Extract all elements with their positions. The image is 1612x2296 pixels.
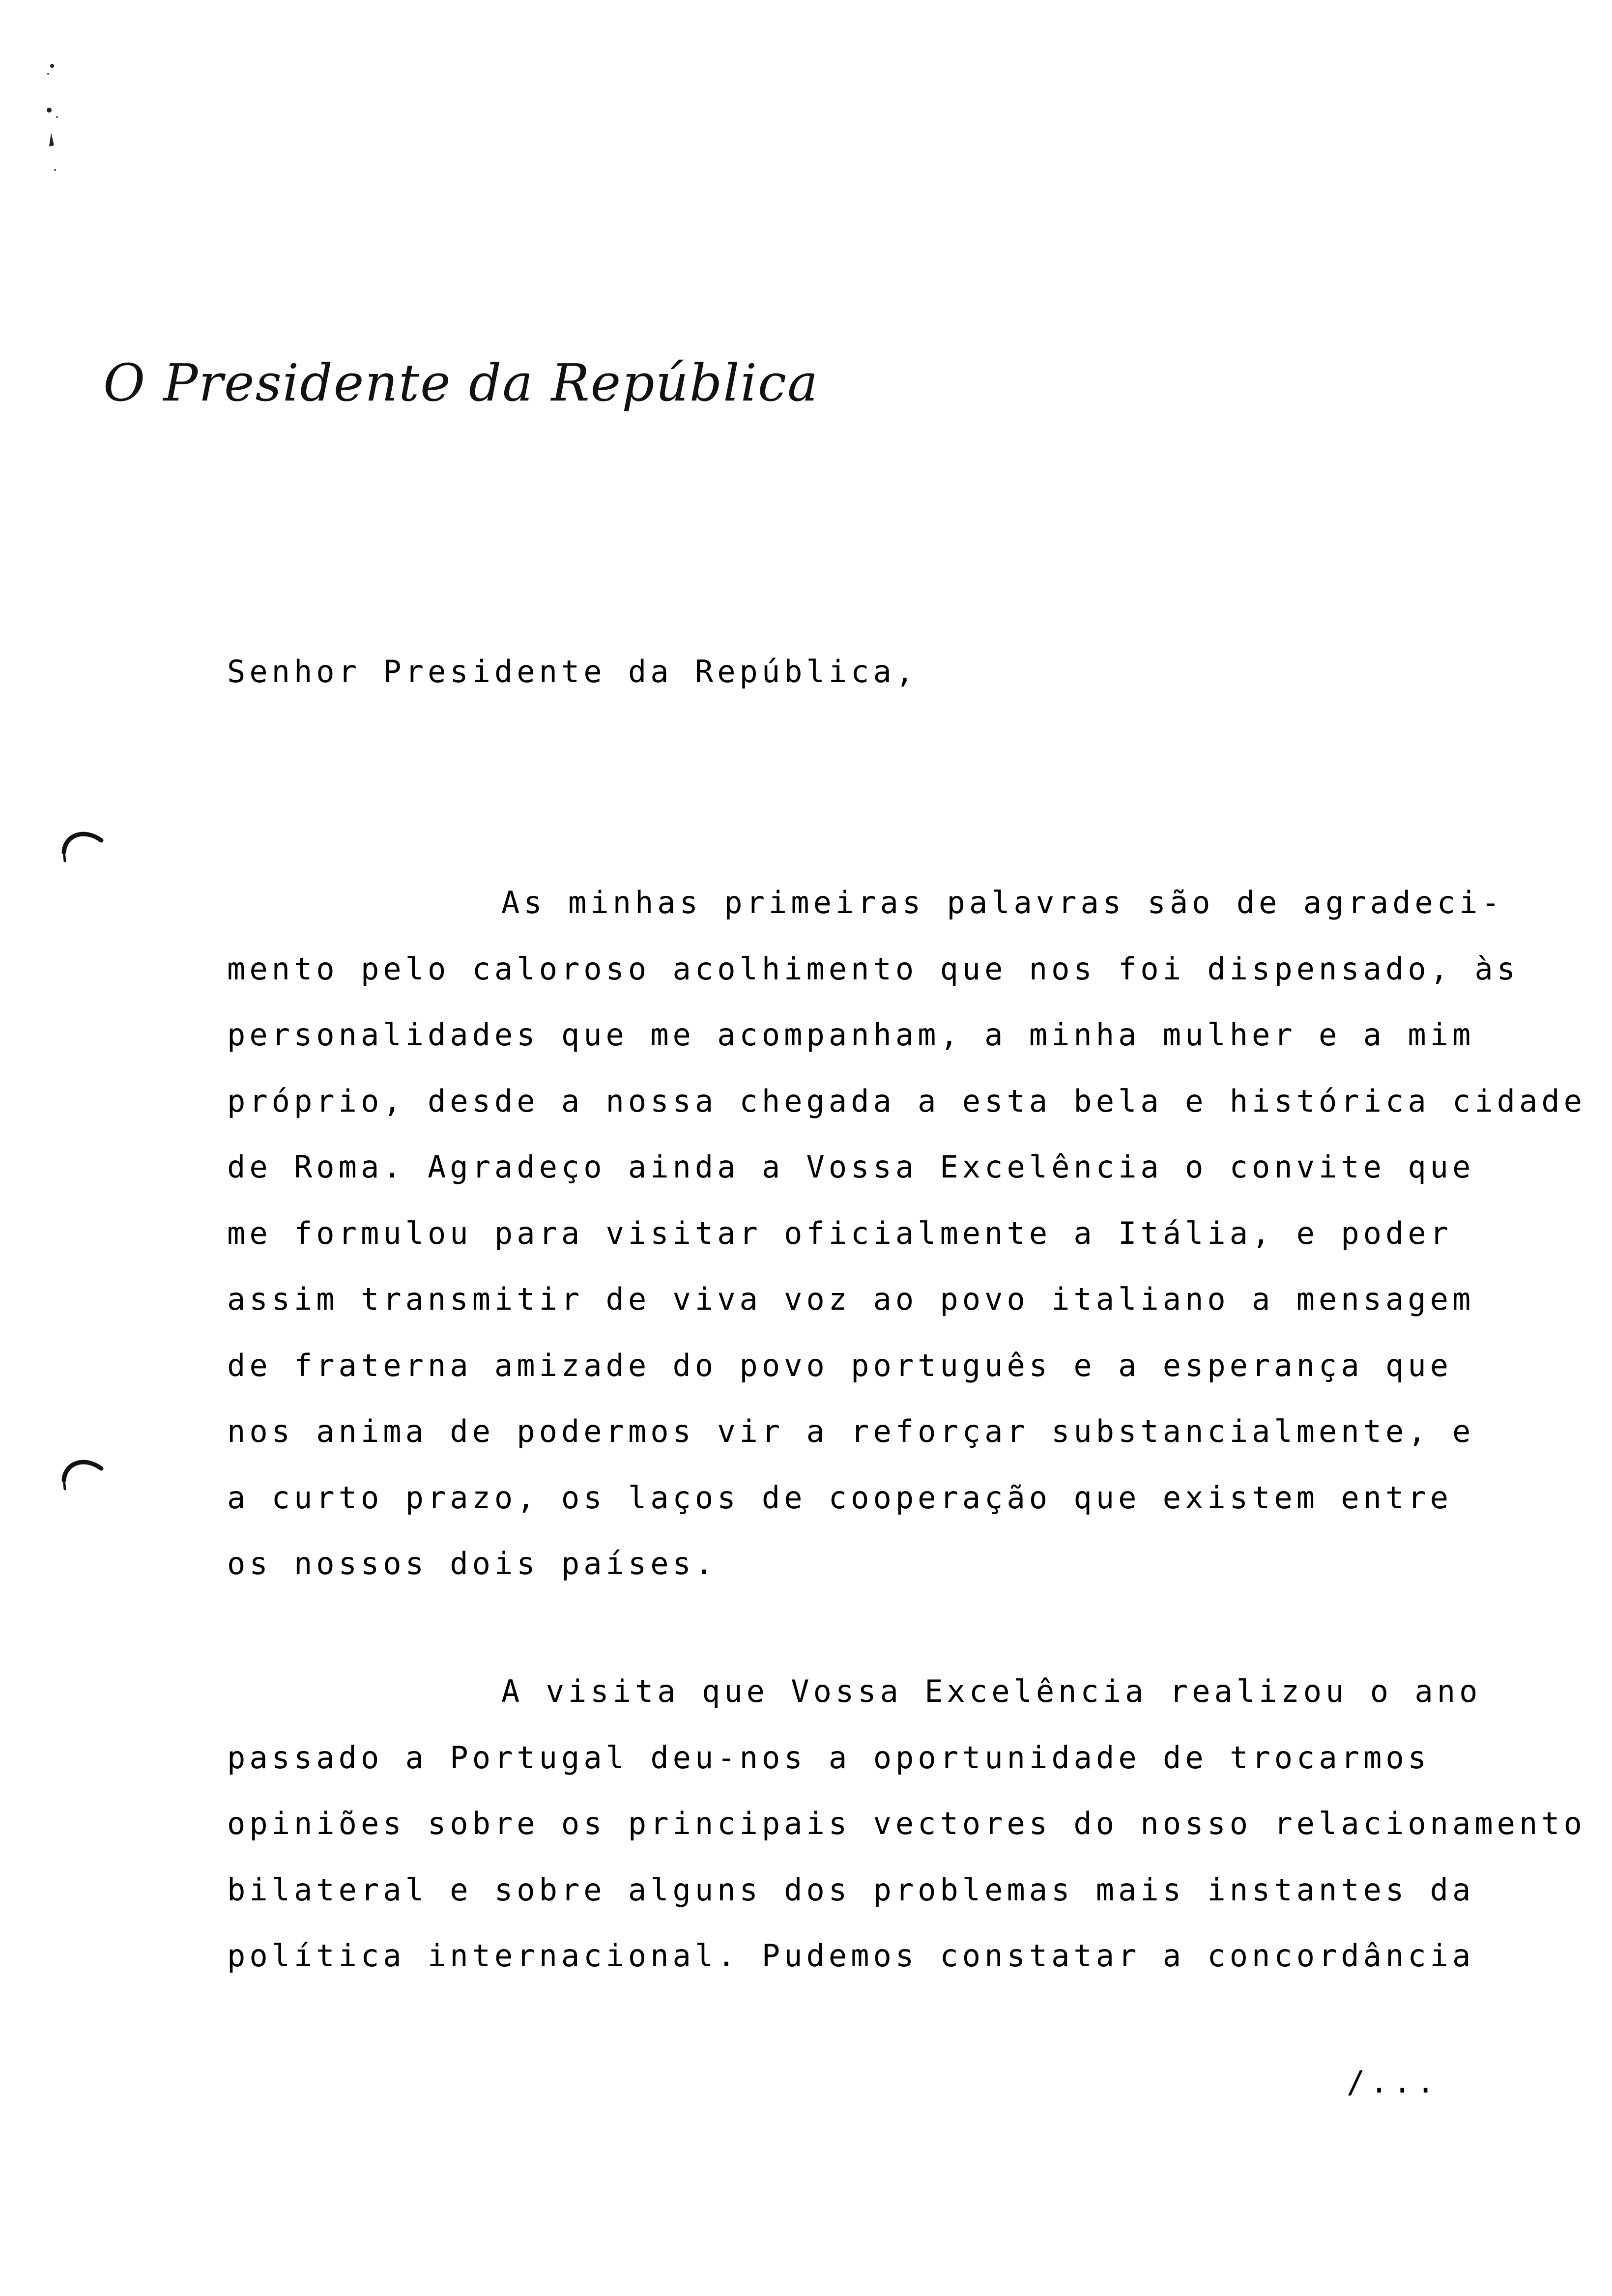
text-line: a curto prazo, os laços de cooperação que existem entre [227,1479,1452,1516]
paragraph-1 [227,870,1586,1597]
punch-hole-mark [58,1450,112,1504]
text-line: mento pelo caloroso acolhimento que nos foi dispensado, às [227,950,1519,987]
text-line: de fraterna amizade do povo português e a esperança que [227,1347,1452,1383]
text-line: nos anima de podermos vir a reforçar substancialmente, e [227,1413,1475,1449]
page-continuation-mark: /... [1347,2064,1440,2100]
salutation: Senhor Presidente da República, [227,654,918,689]
paragraph-2 [227,1659,1586,1989]
text-line: bilateral e sobre alguns dos problemas mais instantes da [227,1871,1475,1908]
text-line: As minhas primeiras palavras são de agradeci- [501,885,1504,920]
text-line: política internacional. Pudemos constatar a concordância [227,1938,1475,1974]
text-line: A visita que Vossa Excelência realizou o ano [501,1673,1482,1709]
text-line: me formulou para visitar oficialmente a Itália, e poder [227,1215,1452,1251]
margin-ink-marks [44,59,74,187]
punch-hole-mark [58,822,112,876]
text-line: opiniões sobre os principais vectores do nosso relacionamento [227,1806,1586,1841]
text-line: de Roma. Agradeço ainda a Vossa Excelência o convite que [227,1149,1475,1185]
text-line: os nossos dois países. [227,1546,718,1581]
text-line: próprio, desde a nossa chegada a esta bela e histórica cidade [227,1083,1586,1119]
letterhead: O Presidente da República [103,353,819,413]
text-line: personalidades que me acompanham, a minha mulher e a mim [227,1017,1475,1053]
text-line: assim transmitir de viva voz ao povo italiano a mensagem [227,1281,1475,1317]
text-line: passado a Portugal deu-nos a oportunidade de trocarmos [227,1739,1430,1776]
